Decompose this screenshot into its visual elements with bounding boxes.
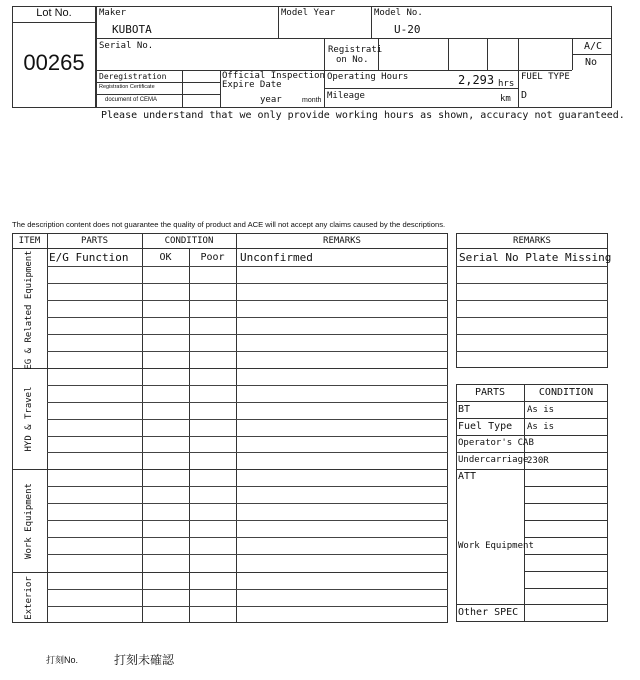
model-no-label: Model No. xyxy=(374,8,423,18)
part-bt: BT xyxy=(458,404,471,415)
maker-label: Maker xyxy=(99,8,127,18)
parts-header: PARTS xyxy=(474,387,506,398)
hrs-unit: hrs xyxy=(498,79,515,89)
divider xyxy=(456,418,608,419)
table-row xyxy=(47,283,448,284)
divider xyxy=(324,70,572,71)
section-hyd-travel-label: HYD & Travel xyxy=(24,386,34,452)
serial-no-label: Serial No. xyxy=(99,41,154,51)
divider xyxy=(142,233,143,623)
divider xyxy=(96,82,220,83)
divider xyxy=(524,486,608,487)
divider xyxy=(524,588,608,589)
first-poor-cell: Poor xyxy=(200,252,225,263)
model-year-label: Model Year xyxy=(281,8,336,18)
part-undercarriage: Undercarriage xyxy=(458,455,529,465)
table-row xyxy=(47,554,448,555)
remarks-first-value: Serial No Plate Missing xyxy=(459,251,612,264)
official-inspection-label: Official Inspection xyxy=(222,71,325,81)
divider xyxy=(456,452,608,453)
work-equipment-label: Work Equipment xyxy=(458,541,534,551)
month-label: month xyxy=(302,97,322,104)
table-row xyxy=(47,589,448,590)
table-row xyxy=(47,606,448,607)
km-unit: km xyxy=(500,94,511,104)
col-remarks-header: REMARKS xyxy=(323,236,361,246)
stamp-no-label: 打刻No. xyxy=(46,655,79,665)
divider xyxy=(371,6,372,38)
expire-date-label: Expire Date xyxy=(222,80,282,90)
divider xyxy=(182,70,183,108)
mileage-label: Mileage xyxy=(327,91,365,101)
registration-label-1: Registrati xyxy=(328,45,383,55)
col-condition-header: CONDITION xyxy=(164,236,214,246)
maker-value: KUBOTA xyxy=(112,23,152,36)
divider xyxy=(448,38,449,70)
registration-label-2: on No. xyxy=(336,55,369,65)
registration-certificate-label: Registration Certificate xyxy=(99,84,155,90)
divider xyxy=(96,38,612,39)
first-part-cell: E/G Function xyxy=(49,251,129,264)
ac-label: A/C xyxy=(584,41,603,52)
first-ok-cell: OK xyxy=(159,252,172,263)
condition-undercarriage: 230R xyxy=(527,456,549,466)
table-row xyxy=(47,385,448,386)
divider xyxy=(456,401,608,402)
divider xyxy=(324,88,518,89)
first-remarks-cell: Unconfirmed xyxy=(240,251,313,264)
description-disclaimer: The description content does not guarantee the quality of product and ACE will not accept any claims caused by the descriptions. xyxy=(12,220,446,229)
other-spec-label: Other SPEC xyxy=(458,607,519,618)
table-row xyxy=(47,537,448,538)
divider xyxy=(12,248,448,249)
part-fuel-type: Fuel Type xyxy=(458,421,513,432)
table-row xyxy=(456,283,608,284)
table-row xyxy=(456,266,608,267)
ac-value: No xyxy=(585,57,598,68)
divider xyxy=(524,520,608,521)
document-of-cema-label: document of CEMA xyxy=(105,97,158,103)
table-row xyxy=(47,436,448,437)
lot-no-label: Lot No. xyxy=(36,7,72,19)
divider xyxy=(12,22,96,23)
year-label: year xyxy=(260,95,282,105)
divider xyxy=(518,38,519,108)
divider xyxy=(47,233,48,623)
table-row xyxy=(47,486,448,487)
section-exterior-label: Exterior xyxy=(24,576,34,620)
table-row xyxy=(47,452,448,453)
divider xyxy=(278,6,279,38)
divider xyxy=(524,554,608,555)
deregistration-label: Deregistration xyxy=(99,72,167,81)
divider xyxy=(220,70,221,108)
table-row xyxy=(456,317,608,318)
table-row xyxy=(47,334,448,335)
divider xyxy=(524,537,608,538)
section-divider xyxy=(12,469,448,470)
divider xyxy=(524,571,608,572)
table-row xyxy=(456,351,608,352)
divider xyxy=(96,94,220,95)
table-border xyxy=(12,233,448,623)
table-row xyxy=(456,334,608,335)
divider xyxy=(572,54,612,55)
fuel-type-label: FUEL TYPE xyxy=(521,72,570,82)
hours-disclaimer: Please understand that we only provide working hours as shown, accuracy not guaranteed. xyxy=(101,110,625,121)
section-divider xyxy=(12,368,448,369)
att-label: ATT xyxy=(458,471,477,482)
condition-header: CONDITION xyxy=(538,387,594,398)
divider xyxy=(487,38,488,70)
section-eg-related-label: EG & Related Equipment xyxy=(24,250,34,370)
part-operators-cab: Operator's CAB xyxy=(458,438,534,448)
section-divider xyxy=(12,572,448,573)
table-row xyxy=(47,300,448,301)
table-row xyxy=(47,419,448,420)
section-work-equipment-label: Work Equipment xyxy=(24,483,34,559)
divider xyxy=(572,38,573,70)
remarks-header: REMARKS xyxy=(513,236,551,246)
table-row xyxy=(47,520,448,521)
divider xyxy=(456,604,608,605)
divider xyxy=(236,233,237,623)
model-no-value: U-20 xyxy=(394,23,421,36)
divider xyxy=(524,503,608,504)
table-row xyxy=(47,402,448,403)
table-row xyxy=(47,503,448,504)
col-item-header: ITEM xyxy=(18,236,41,246)
operating-hours-label: Operating Hours xyxy=(327,72,409,82)
fuel-type-value: D xyxy=(521,90,528,101)
table-row xyxy=(47,266,448,267)
divider xyxy=(456,469,608,470)
condition-bt: As is xyxy=(527,405,555,415)
divider xyxy=(456,248,608,249)
condition-fuel-type: As is xyxy=(527,422,555,432)
operating-hours-value: 2,293 xyxy=(458,73,495,87)
table-row xyxy=(47,351,448,352)
table-row xyxy=(47,317,448,318)
stamp-no-value: 打刻未確認 xyxy=(114,653,175,667)
lot-no-value: 00265 xyxy=(23,50,85,75)
table-row xyxy=(456,300,608,301)
divider xyxy=(456,435,608,436)
col-parts-header: PARTS xyxy=(80,236,109,246)
